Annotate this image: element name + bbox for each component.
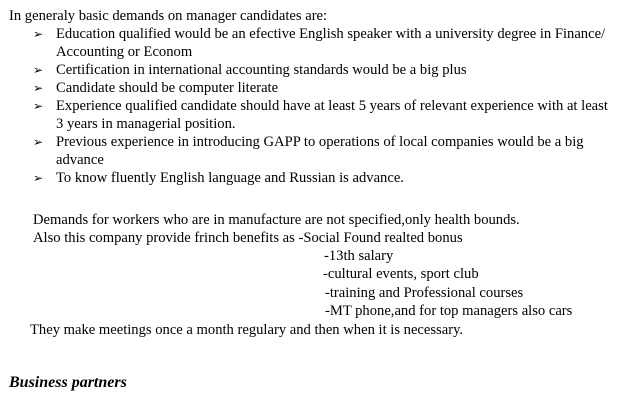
list-item (33, 169, 613, 187)
arrow-bullet-icon: ➢ (33, 27, 44, 41)
list-item-text: Education qualified would be an efective English speaker with a university degree in Finance/ Accounting or Econom (56, 26, 606, 60)
list-item (33, 97, 613, 133)
benefit-item: -training and Professional courses (325, 285, 524, 301)
requirements-list (33, 25, 613, 187)
arrow-bullet-icon: ➢ (33, 81, 44, 95)
list-item (33, 133, 613, 169)
intro-text: In generaly basic demands on manager candidates are: (9, 8, 328, 24)
benefit-item: -13th salary (324, 248, 394, 264)
list-item (33, 61, 613, 79)
benefits-intro: Also this company provide frinch benefits as -Social Found realted bonus (33, 230, 463, 246)
list-item-text: To know fluently English language and Russian is advance. (56, 170, 404, 186)
list-item-text: Candidate should be computer literate (56, 80, 279, 96)
benefit-item: -MT phone,and for top managers also cars (325, 303, 573, 319)
list-item-text: Experience qualified candidate should have at least 5 years of relevant experience with at least 3 years in managerial position. (56, 98, 608, 132)
workers-paragraph: Demands for workers who are in manufacture are not specified,only health bounds. (33, 212, 520, 228)
list-item-text: Certification in international accounting standards would be a big plus (56, 62, 467, 78)
benefit-item: -cultural events, sport club (323, 266, 479, 282)
arrow-bullet-icon: ➢ (33, 99, 44, 113)
arrow-bullet-icon: ➢ (33, 171, 44, 185)
list-item (33, 25, 613, 61)
arrow-bullet-icon: ➢ (33, 63, 44, 77)
list-item (33, 79, 613, 97)
meetings-paragraph: They make meetings once a month regulary and then when it is necessary. (30, 322, 464, 338)
list-item-text: Previous experience in introducing GAPP to operations of local companies would be a big advance (56, 134, 584, 168)
arrow-bullet-icon: ➢ (33, 135, 44, 149)
section-heading: Business partners (9, 374, 127, 391)
